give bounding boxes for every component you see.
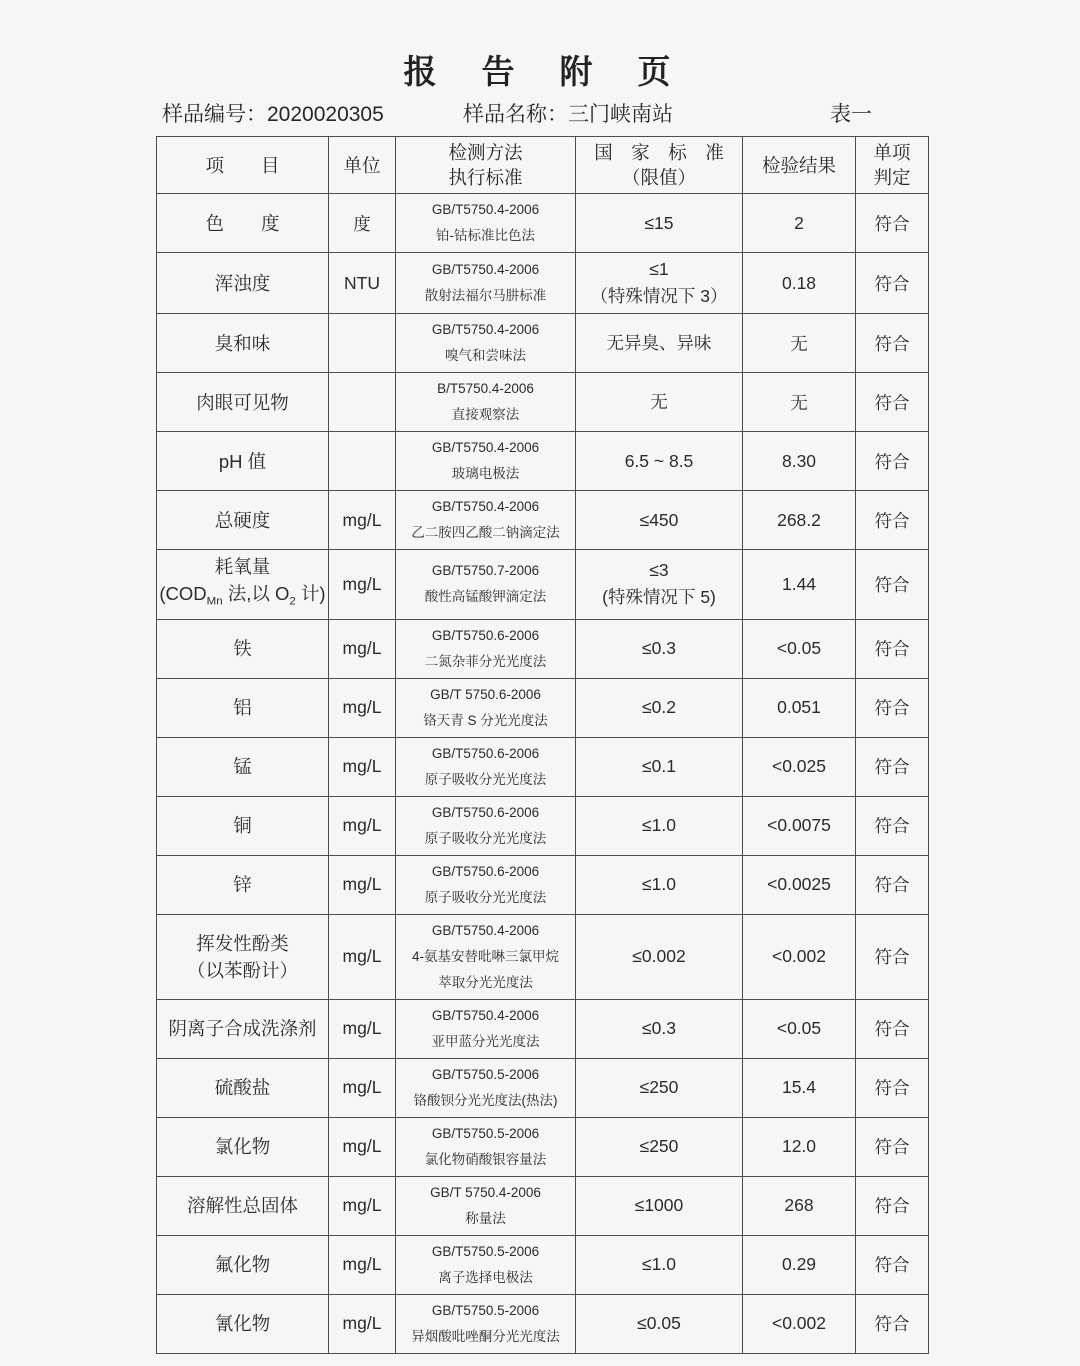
result-cell <box>743 1058 856 1117</box>
cell-line: 符合 <box>874 757 910 778</box>
standard-cell <box>576 1235 743 1294</box>
unit-cell <box>329 550 396 620</box>
item-cell <box>157 1117 329 1176</box>
judgment-cell <box>856 491 929 550</box>
result-cell <box>743 432 856 491</box>
cell-line: pH 值 <box>218 450 267 472</box>
cell-line: （以苯酚计） <box>186 959 298 981</box>
cell-line: <0.025 <box>771 756 826 777</box>
table-row <box>157 550 929 620</box>
cell-line: 0.051 <box>777 697 821 718</box>
cell-line: 氰化物 <box>214 1313 271 1335</box>
cell-line: 符合 <box>874 1019 910 1040</box>
standard-cell <box>576 619 743 678</box>
table-row <box>157 314 929 373</box>
unit-cell <box>329 619 396 678</box>
cell-line: (特殊情况下 5) <box>602 587 716 608</box>
method-cell <box>396 1176 576 1235</box>
cell-line: <0.0075 <box>767 815 831 836</box>
table-row <box>157 737 929 796</box>
report-table-body <box>157 194 929 1354</box>
cell-line: ≤450 <box>639 509 679 530</box>
sample-number <box>162 98 384 132</box>
method-cell <box>396 914 576 999</box>
cell-line: ≤1.0 <box>642 815 676 836</box>
cell-line: <0.05 <box>776 1018 822 1039</box>
result-cell <box>743 314 856 373</box>
cell-line: GB/T 5750.6-2006 <box>430 686 541 702</box>
judgment-cell <box>856 432 929 491</box>
col-header-item <box>157 137 329 194</box>
cell-line: ≤250 <box>639 1136 679 1157</box>
method-cell <box>396 491 576 550</box>
unit-cell <box>329 491 396 550</box>
cell-line: 氟化物 <box>214 1254 271 1276</box>
cell-line: 二氮杂菲分光光度法 <box>424 653 547 669</box>
cell-line: 符合 <box>874 510 910 531</box>
col-header-method <box>396 137 576 194</box>
sample-info-row <box>156 98 928 132</box>
col-header-standard-line2: （限值） <box>621 167 696 188</box>
unit-cell <box>329 373 396 432</box>
item-cell <box>157 678 329 737</box>
cell-line: GB/T5750.4-2006 <box>431 440 540 455</box>
cell-line: 铬酸钡分光光度法(热法) <box>413 1092 558 1108</box>
method-cell <box>396 737 576 796</box>
cell-line: mg/L <box>342 756 382 777</box>
standard-cell <box>576 855 743 914</box>
cell-line: 离子选择电极法 <box>438 1269 533 1285</box>
cell-line: 挥发性酚类 <box>196 932 289 954</box>
cell-line: mg/L <box>342 874 382 895</box>
method-cell <box>396 314 576 373</box>
table-row <box>157 1176 929 1235</box>
unit-cell <box>329 678 396 737</box>
page-title: 报 告 附 页 <box>403 53 677 90</box>
cell-line: 15.4 <box>781 1077 817 1098</box>
col-header-result <box>743 137 856 194</box>
result-cell <box>743 1176 856 1235</box>
cell-line: GB/T5750.6-2006 <box>431 745 540 761</box>
item-cell <box>157 314 329 373</box>
method-cell <box>396 1235 576 1294</box>
method-cell <box>396 678 576 737</box>
cell-line: 锌 <box>233 874 252 896</box>
cell-line: 符合 <box>874 1078 910 1099</box>
cell-line: GB/T5750.4-2006 <box>431 322 540 337</box>
cell-line: 浑浊度 <box>214 272 271 294</box>
cell-line: GB/T 5750.4-2006 <box>430 1184 541 1200</box>
cell-line: ≤0.2 <box>642 697 676 718</box>
table-row <box>157 1294 929 1353</box>
cell-line: 嗅气和尝味法 <box>445 348 526 363</box>
cell-line: 符合 <box>874 947 910 968</box>
col-header-method-line1: 检测方法 <box>448 142 523 163</box>
standard-cell <box>576 253 743 314</box>
cell-line: GB/T5750.6-2006 <box>431 863 540 879</box>
result-cell <box>743 796 856 855</box>
method-cell <box>396 1117 576 1176</box>
cell-line: 1.44 <box>781 573 817 594</box>
sample-name <box>463 98 673 132</box>
cell-line: 色 度 <box>205 212 280 234</box>
result-cell <box>743 737 856 796</box>
result-cell <box>743 619 856 678</box>
method-cell <box>396 1294 576 1353</box>
table-row <box>157 855 929 914</box>
cell-line: GB/T5750.5-2006 <box>431 1302 540 1318</box>
unit-cell <box>329 1176 396 1235</box>
table-row <box>157 678 929 737</box>
judgment-cell <box>856 1176 929 1235</box>
result-cell <box>743 194 856 253</box>
cell-line: 12.0 <box>781 1136 817 1157</box>
cell-line: ≤0.1 <box>642 756 676 777</box>
method-cell <box>396 1058 576 1117</box>
table-row <box>157 194 929 253</box>
sample-name-value: 三门峡南站 <box>568 103 673 126</box>
unit-cell <box>329 796 396 855</box>
cell-line: ≤0.002 <box>632 946 686 967</box>
cell-line: 符合 <box>874 1196 910 1217</box>
table-row <box>157 253 929 314</box>
item-cell <box>157 491 329 550</box>
item-cell <box>157 1235 329 1294</box>
result-cell <box>743 914 856 999</box>
cell-line: ≤15 <box>644 212 674 233</box>
result-cell <box>743 253 856 314</box>
item-cell <box>157 999 329 1058</box>
col-header-unit <box>329 137 396 194</box>
cell-line: mg/L <box>342 697 382 718</box>
standard-cell <box>576 550 743 620</box>
cell-line: ≤0.05 <box>637 1313 681 1334</box>
cell-line: 0.29 <box>781 1254 817 1275</box>
method-cell <box>396 796 576 855</box>
cell-line: 锰 <box>233 756 252 778</box>
unit-cell <box>329 737 396 796</box>
table-row <box>157 1117 929 1176</box>
cell-line: 符合 <box>874 698 910 719</box>
cell-line: 异烟酸吡唑酮分光光度法 <box>411 1328 560 1344</box>
judgment-cell <box>856 1294 929 1353</box>
unit-cell <box>329 194 396 253</box>
item-cell <box>157 855 329 914</box>
cell-line: 符合 <box>874 213 910 234</box>
item-cell <box>157 1294 329 1353</box>
item-cell <box>157 432 329 491</box>
sample-name-label: 样品名称： <box>463 103 568 126</box>
cell-line: ≤1.0 <box>642 1254 676 1275</box>
cell-line: 268.2 <box>777 509 821 530</box>
cell-line: GB/T5750.6-2006 <box>431 627 540 643</box>
method-cell <box>396 373 576 432</box>
item-cell <box>157 619 329 678</box>
judgment-cell <box>856 253 929 314</box>
unit-cell <box>329 914 396 999</box>
result-cell <box>743 1235 856 1294</box>
cell-line: NTU <box>344 272 380 293</box>
cell-line: 符合 <box>874 875 910 896</box>
standard-cell <box>576 1058 743 1117</box>
cell-line: ($COD_{Mn}$ 法,以 $O_2$ 计) <box>159 583 326 608</box>
cell-line: 称量法 <box>465 1210 506 1226</box>
cell-line: 符合 <box>874 816 910 837</box>
item-cell <box>157 1176 329 1235</box>
cell-line: mg/L <box>342 573 382 594</box>
col-header-result-label: 检验结果 <box>761 154 836 176</box>
item-cell <box>157 1058 329 1117</box>
standard-cell <box>576 1117 743 1176</box>
table-row <box>157 796 929 855</box>
cell-line: GB/T5750.7-2006 <box>431 563 540 579</box>
cell-line: 铁 <box>233 638 252 660</box>
judgment-cell <box>856 550 929 620</box>
cell-line: GB/T5750.4-2006 <box>431 1007 540 1023</box>
col-header-unit-label: 单位 <box>343 154 381 176</box>
cell-line: mg/L <box>342 1136 382 1157</box>
cell-line: B/T5750.4-2006 <box>437 381 534 396</box>
method-cell <box>396 550 576 620</box>
standard-cell <box>576 737 743 796</box>
cell-line: mg/L <box>342 946 382 967</box>
table-row <box>157 999 929 1058</box>
cell-line: 铂-钴标准比色法 <box>436 228 535 243</box>
cell-line: 乙二胺四乙酸二钠滴定法 <box>411 525 560 540</box>
unit-cell <box>329 1294 396 1353</box>
cell-line: 氯化物硝酸银容量法 <box>424 1151 547 1167</box>
cell-line: 原子吸收分光光度法 <box>424 830 547 846</box>
cell-line: 符合 <box>874 1137 910 1158</box>
cell-line: mg/L <box>342 1313 382 1334</box>
judgment-cell <box>856 194 929 253</box>
cell-line: 符合 <box>874 451 910 472</box>
cell-line: ≤250 <box>639 1077 679 1098</box>
item-cell <box>157 253 329 314</box>
col-header-judgment-line2: 判定 <box>873 167 911 188</box>
result-cell <box>743 373 856 432</box>
cell-line: 铬天青 S 分光光度法 <box>423 712 548 728</box>
cell-line: GB/T5750.4-2006 <box>431 262 540 277</box>
judgment-cell <box>856 999 929 1058</box>
cell-line: GB/T5750.6-2006 <box>431 804 540 820</box>
result-cell <box>743 1117 856 1176</box>
judgment-cell <box>856 855 929 914</box>
sample-number-value: 2020020305 <box>267 103 384 126</box>
cell-line: 符合 <box>874 639 910 660</box>
cell-line: ≤1000 <box>634 1195 684 1216</box>
cell-line: 原子吸收分光光度法 <box>424 771 547 787</box>
cell-line: <0.002 <box>771 1313 826 1334</box>
judgment-cell <box>856 373 929 432</box>
unit-cell <box>329 1117 396 1176</box>
cell-line: GB/T5750.4-2006 <box>431 922 540 938</box>
sample-number-label: 样品编号： <box>162 103 267 126</box>
table-row <box>157 1235 929 1294</box>
standard-cell <box>576 314 743 373</box>
table-row <box>157 1058 929 1117</box>
item-cell <box>157 796 329 855</box>
cell-line: 符合 <box>874 574 910 595</box>
cell-line: <0.0025 <box>767 874 831 895</box>
item-cell <box>157 194 329 253</box>
cell-line: GB/T5750.4-2006 <box>431 499 540 514</box>
cell-line: 度 <box>353 213 371 234</box>
cell-line: <0.05 <box>776 638 822 659</box>
cell-line: 铜 <box>233 815 252 837</box>
judgment-cell <box>856 619 929 678</box>
cell-line: 散射法福尔马肼标准 <box>424 288 547 303</box>
method-cell <box>396 432 576 491</box>
cell-line: mg/L <box>342 1077 382 1098</box>
table-row <box>157 914 929 999</box>
water-quality-table <box>156 136 929 1354</box>
standard-cell <box>576 999 743 1058</box>
cell-line: 铝 <box>233 697 252 719</box>
cell-line: 玻璃电极法 <box>451 466 520 481</box>
result-cell <box>743 550 856 620</box>
col-header-judgment-line1: 单项 <box>873 142 911 163</box>
table-row <box>157 491 929 550</box>
unit-cell <box>329 253 396 314</box>
cell-line: 无 <box>790 333 808 354</box>
cell-line: mg/L <box>342 638 382 659</box>
col-header-standard <box>576 137 743 194</box>
standard-cell <box>576 796 743 855</box>
table-header-row <box>157 137 929 194</box>
cell-line: 符合 <box>874 1314 910 1335</box>
cell-line: 氯化物 <box>214 1136 271 1158</box>
item-cell <box>157 373 329 432</box>
method-cell <box>396 619 576 678</box>
table-row <box>157 373 929 432</box>
item-cell <box>157 550 329 620</box>
unit-cell <box>329 999 396 1058</box>
cell-line: 4-氨基安替吡啉三氯甲烷 <box>411 948 559 964</box>
result-cell <box>743 999 856 1058</box>
unit-cell <box>329 432 396 491</box>
cell-line: GB/T5750.5-2006 <box>431 1066 540 1082</box>
result-cell <box>743 491 856 550</box>
cell-line: 萃取分光光度法 <box>438 974 533 990</box>
cell-line: GB/T5750.4-2006 <box>431 202 540 217</box>
standard-cell <box>576 1176 743 1235</box>
cell-line: ≤1 <box>649 259 669 279</box>
standard-cell <box>576 432 743 491</box>
cell-line: ≤0.3 <box>642 1018 676 1039</box>
cell-line: ≤3 <box>649 560 669 581</box>
judgment-cell <box>856 1235 929 1294</box>
cell-line: 阴离子合成洗涤剂 <box>168 1018 317 1040</box>
judgment-cell <box>856 796 929 855</box>
cell-line: 2 <box>794 212 804 233</box>
cell-line: 符合 <box>874 273 910 294</box>
cell-line: GB/T5750.5-2006 <box>431 1125 540 1141</box>
cell-line: ≤0.3 <box>642 638 676 659</box>
cell-line: mg/L <box>342 1018 382 1039</box>
standard-cell <box>576 914 743 999</box>
judgment-cell <box>856 1058 929 1117</box>
cell-line: 符合 <box>874 1255 910 1276</box>
cell-line: <0.002 <box>771 946 826 967</box>
cell-line: 0.18 <box>781 272 817 293</box>
result-cell <box>743 1294 856 1353</box>
method-cell <box>396 253 576 314</box>
unit-cell <box>329 1235 396 1294</box>
cell-line: 亚甲蓝分光光度法 <box>431 1033 540 1049</box>
cell-line: 符合 <box>874 333 910 354</box>
judgment-cell <box>856 914 929 999</box>
cell-line: 臭和味 <box>214 332 271 354</box>
result-cell <box>743 855 856 914</box>
col-header-judgment <box>856 137 929 194</box>
judgment-cell <box>856 737 929 796</box>
judgment-cell <box>856 314 929 373</box>
standard-cell <box>576 678 743 737</box>
judgment-cell <box>856 1117 929 1176</box>
col-header-standard-line1: 国 家 标 准 <box>594 142 724 163</box>
cell-line: 6.5 ~ 8.5 <box>624 450 694 471</box>
standard-cell <box>576 491 743 550</box>
cell-line: 酸性高锰酸钾滴定法 <box>424 589 547 605</box>
unit-cell <box>329 314 396 373</box>
cell-line: mg/L <box>342 509 382 530</box>
result-cell <box>743 678 856 737</box>
unit-cell <box>329 1058 396 1117</box>
cell-line: ≤1.0 <box>642 874 676 895</box>
cell-line: 无异臭、异味 <box>606 332 712 353</box>
cell-line: 符合 <box>874 392 910 413</box>
cell-line: GB/T5750.5-2006 <box>431 1243 540 1259</box>
cell-line: 肉眼可见物 <box>196 391 289 413</box>
cell-line: 溶解性总固体 <box>186 1195 298 1217</box>
cell-line: mg/L <box>342 1195 382 1216</box>
cell-line: 硫酸盐 <box>214 1077 271 1099</box>
col-header-method-line2: 执行标准 <box>448 167 523 188</box>
cell-line: 总硬度 <box>214 509 271 531</box>
method-cell <box>396 194 576 253</box>
method-cell <box>396 855 576 914</box>
cell-line: 直接观察法 <box>451 407 520 422</box>
cell-line: 无 <box>790 392 808 413</box>
judgment-cell <box>856 678 929 737</box>
cell-line: 耗氧量 <box>214 556 271 577</box>
method-cell <box>396 999 576 1058</box>
cell-line: 268 <box>784 1195 814 1216</box>
cell-line: mg/L <box>342 1254 382 1275</box>
cell-line: 原子吸收分光光度法 <box>424 889 547 905</box>
cell-line: 8.30 <box>781 450 817 471</box>
standard-cell <box>576 194 743 253</box>
cell-line: （特殊情况下 3） <box>590 286 728 306</box>
table-number-label: 表一 <box>830 103 872 126</box>
cell-line: mg/L <box>342 815 382 836</box>
item-cell <box>157 914 329 999</box>
standard-cell <box>576 373 743 432</box>
table-row <box>157 619 929 678</box>
standard-cell <box>576 1294 743 1353</box>
cell-line: 无 <box>650 391 668 412</box>
item-cell <box>157 737 329 796</box>
unit-cell <box>329 855 396 914</box>
col-header-item-label: 项 目 <box>205 154 280 176</box>
table-row <box>157 432 929 491</box>
